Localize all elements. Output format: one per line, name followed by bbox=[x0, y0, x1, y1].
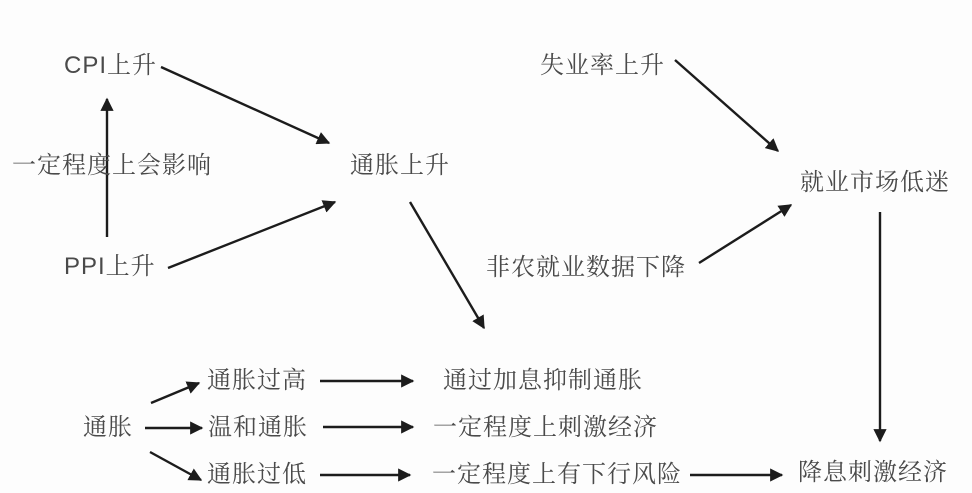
node-cpi-up: CPI上升 bbox=[64, 52, 158, 79]
node-rate-hike-curb: 通过加息抑制通胀 bbox=[443, 367, 643, 394]
node-downside-risk: 一定程度上有下行风险 bbox=[432, 461, 682, 488]
arrow-inflation-to-too-low bbox=[150, 452, 201, 480]
node-influence-note: 一定程度上会影响 bbox=[12, 152, 212, 179]
node-job-market-weak: 就业市场低迷 bbox=[800, 169, 950, 196]
node-rate-cut-stimulate: 降息刺激经济 bbox=[798, 459, 948, 486]
node-inflation-too-low: 通胀过低 bbox=[207, 461, 307, 488]
arrow-nonfarm-to-job-market bbox=[699, 205, 791, 263]
node-inflation-too-high: 通胀过高 bbox=[207, 367, 307, 394]
arrow-inflation-to-too-high bbox=[151, 383, 199, 403]
node-unemployment-rate-up: 失业率上升 bbox=[540, 52, 665, 79]
arrow-inflation-up-down bbox=[410, 202, 484, 328]
node-stimulate-economy: 一定程度上刺激经济 bbox=[433, 414, 658, 441]
node-inflation: 通胀 bbox=[83, 414, 133, 441]
node-inflation-up: 通胀上升 bbox=[350, 152, 450, 179]
arrow-unemployment-to-job-market bbox=[675, 60, 778, 151]
node-nonfarm-data-down: 非农就业数据下降 bbox=[486, 254, 686, 281]
arrow-ppi-to-inflation-up bbox=[168, 202, 335, 268]
arrow-cpi-to-inflation-up bbox=[161, 67, 329, 143]
node-ppi-up: PPI上升 bbox=[64, 253, 156, 280]
node-mild-inflation: 温和通胀 bbox=[208, 414, 308, 441]
